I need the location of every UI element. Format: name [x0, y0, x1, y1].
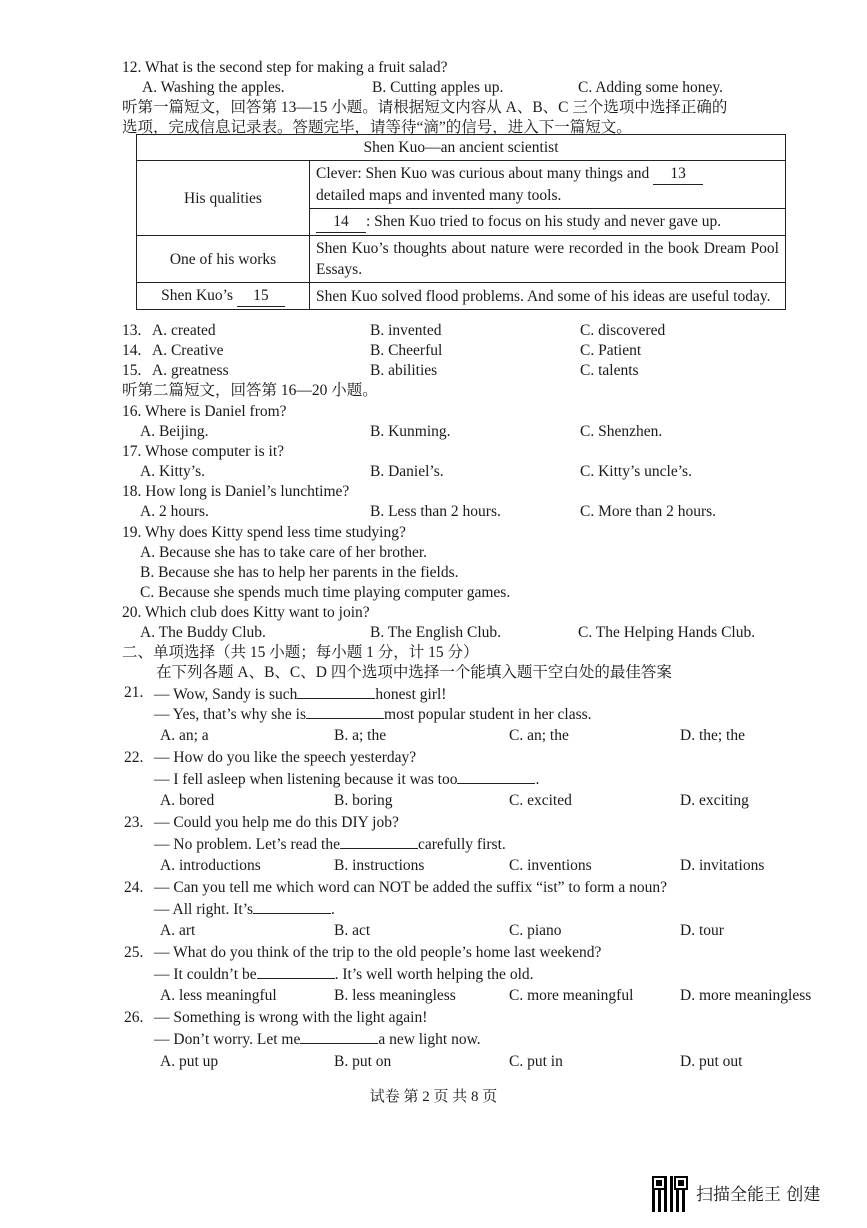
q14-option-c: C. Patient — [580, 342, 642, 359]
q16-option-c: C. Shenzhen. — [580, 423, 663, 440]
q20-option-a: A. The Buddy Club. — [140, 624, 266, 641]
q18-option-b: B. Less than 2 hours. — [370, 503, 501, 520]
q22-option-d: D. exciting — [680, 792, 749, 809]
q22-option-b: B. boring — [334, 792, 393, 809]
q25-option-c: C. more meaningful — [509, 987, 634, 1004]
q16-option-b: B. Kunming. — [370, 423, 451, 440]
q13-option-a: A. created — [152, 322, 216, 339]
table-cell-blank14 — [310, 209, 786, 236]
section1-instruction-line2: 选项，完成信息记录表。答题完毕，请等待“滴”的信号，进入下一篇短文。 — [122, 119, 632, 136]
q26-option-c: C. put in — [509, 1053, 563, 1070]
q26-option-d: D. put out — [680, 1053, 743, 1070]
blank — [306, 703, 384, 719]
blank-15: 15 — [237, 285, 285, 307]
blank — [257, 963, 335, 979]
q25-line2 — [154, 963, 534, 985]
question-18-stem: 18. How long is Daniel’s lunchtime? — [122, 483, 350, 500]
q12-option-c: C. Adding some honey. — [578, 79, 723, 96]
q25-line2-b: . It’s well worth helping the old. — [334, 966, 534, 983]
table-label-qualities: His qualities — [137, 161, 310, 236]
q25-option-d: D. more meaningless — [680, 987, 812, 1004]
q13-option-c: C. discovered — [580, 322, 666, 339]
page-footer: 试卷 第 2 页 共 8 页 — [369, 1089, 498, 1105]
q25-line2-a: — It couldn’t be — [154, 966, 257, 983]
q14-number: 14. — [122, 342, 142, 359]
table-cell-works: Shen Kuo’s thoughts about nature were recorded in the book Dream Pool Essays. — [310, 236, 786, 283]
q25-option-a: A. less meaningful — [160, 987, 277, 1004]
q23-option-a: A. introductions — [160, 857, 261, 874]
q21-number: 21. — [124, 684, 144, 701]
clever-text-cont: detailed maps and invented many tools. — [316, 187, 562, 204]
blank14-text: : Shen Kuo tried to focus on his study and never gave up. — [366, 213, 722, 230]
q24-line2-b: . — [331, 901, 335, 918]
table-label-blank15 — [137, 283, 310, 310]
q21-option-b: B. a; the — [334, 727, 387, 744]
q15-option-b: B. abilities — [370, 362, 438, 379]
q18-option-c: C. More than 2 hours. — [580, 503, 717, 520]
q22-line2 — [154, 768, 539, 790]
q24-option-d: D. tour — [680, 922, 724, 939]
q19-option-b: B. Because she has to help her parents in the fields. — [140, 564, 459, 581]
q15-number: 15. — [122, 362, 142, 379]
q21-line1-a: — Wow, Sandy is such — [154, 686, 298, 703]
blank — [340, 833, 418, 849]
blank-13: 13 — [653, 163, 703, 185]
q23-line1: — Could you help me do this DIY job? — [154, 814, 399, 831]
q22-line1: — How do you like the speech yesterday? — [154, 749, 417, 766]
q23-option-d: D. invitations — [680, 857, 765, 874]
table-cell-impact: Shen Kuo solved flood problems. And some of his ideas are useful today. — [310, 283, 786, 310]
blank — [300, 1028, 378, 1044]
q24-option-a: A. art — [160, 922, 196, 939]
blank — [253, 898, 331, 914]
question-19-stem: 19. Why does Kitty spend less time studying? — [122, 524, 406, 541]
q26-line2-b: a new light now. — [378, 1031, 481, 1048]
q17-option-a: A. Kitty’s. — [140, 463, 206, 480]
q25-number: 25. — [124, 944, 144, 961]
q21-option-a: A. an; a — [160, 727, 209, 744]
question-17-stem: 17. Whose computer is it? — [122, 443, 285, 460]
q20-option-c: C. The Helping Hands Club. — [578, 624, 756, 641]
scanner-watermark: 扫描全能王 创建 — [696, 1185, 821, 1205]
q21-line1 — [154, 683, 446, 705]
q26-option-b: B. put on — [334, 1053, 392, 1070]
q25-option-b: B. less meaningless — [334, 987, 456, 1004]
blank — [297, 683, 375, 699]
table-cell-clever — [310, 161, 786, 209]
q26-line2-a: — Don’t worry. Let me — [154, 1031, 301, 1048]
q23-line2-a: — No problem. Let’s read the — [154, 836, 340, 853]
q15-option-c: C. talents — [580, 362, 639, 379]
q18-option-a: A. 2 hours. — [140, 503, 209, 520]
q26-option-a: A. put up — [160, 1053, 219, 1070]
q14-option-b: B. Cheerful — [370, 342, 443, 359]
q15-option-a: A. greatness — [152, 362, 229, 379]
table-label-works: One of his works — [137, 236, 310, 283]
q13-option-b: B. invented — [370, 322, 442, 339]
question-20-stem: 20. Which club does Kitty want to join? — [122, 604, 370, 621]
q16-option-a: A. Beijing. — [140, 423, 209, 440]
q23-line2-b: carefully first. — [417, 836, 506, 853]
q23-number: 23. — [124, 814, 144, 831]
q21-line2-a: — Yes, that’s why she is — [154, 706, 307, 723]
q22-line2-a: — I fell asleep when listening because it was too — [154, 771, 458, 788]
q13-number: 13. — [122, 322, 142, 339]
q21-line2 — [154, 703, 592, 725]
blank — [457, 768, 535, 784]
section2-instruction: 听第二篇短文，回答第 16—20 小题。 — [122, 382, 378, 399]
q24-line2 — [154, 898, 335, 920]
q21-line1-b: honest girl! — [375, 686, 447, 703]
info-record-table — [136, 134, 786, 310]
clever-text: Clever: Shen Kuo was curious about many things and — [316, 165, 654, 182]
q26-line1: — Something is wrong with the light again! — [154, 1009, 428, 1026]
q24-line2-a: — All right. It’s — [154, 901, 254, 918]
blank-14: 14 — [316, 211, 366, 233]
shen-kuos-label: Shen Kuo’s — [161, 287, 237, 304]
q19-option-a: A. Because she has to take care of her brother. — [140, 544, 428, 561]
q26-line2 — [154, 1028, 481, 1050]
q21-option-d: D. the; the — [680, 727, 745, 744]
question-16-stem: 16. Where is Daniel from? — [122, 403, 287, 420]
q23-option-c: C. inventions — [509, 857, 592, 874]
question-12-stem: 12. What is the second step for making a fruit salad? — [122, 59, 448, 76]
q22-option-c: C. excited — [509, 792, 572, 809]
q24-number: 24. — [124, 879, 144, 896]
q24-option-c: C. piano — [509, 922, 562, 939]
q26-number: 26. — [124, 1009, 144, 1026]
q14-option-a: A. Creative — [152, 342, 224, 359]
q22-line2-b: . — [535, 771, 540, 788]
q24-line1: — Can you tell me which word can NOT be added the suffix “ist” to form a noun? — [154, 879, 667, 896]
q24-option-b: B. act — [334, 922, 371, 939]
table-title: Shen Kuo—an ancient scientist — [137, 135, 786, 161]
q25-line1: — What do you think of the trip to the old people’s home last weekend? — [154, 944, 602, 961]
q17-option-b: B. Daniel’s. — [370, 463, 444, 480]
q17-option-c: C. Kitty’s uncle’s. — [580, 463, 692, 480]
q20-option-b: B. The English Club. — [370, 624, 502, 641]
part2-instruction: 在下列各题 A、B、C、D 四个选项中选择一个能填入题干空白处的最佳答案 — [156, 664, 672, 681]
qr-code-icon — [652, 1176, 688, 1212]
part2-title: 二、单项选择（共 15 小题；每小题 1 分，计 15 分） — [122, 644, 479, 661]
q22-option-a: A. bored — [160, 792, 215, 809]
q19-option-c: C. Because she spends much time playing computer games. — [140, 584, 511, 601]
q23-option-b: B. instructions — [334, 857, 425, 874]
q22-number: 22. — [124, 749, 144, 766]
q12-option-a: A. Washing the apples. — [142, 79, 285, 96]
q21-option-c: C. an; the — [509, 727, 569, 744]
q21-line2-b: most popular student in her class. — [384, 706, 592, 723]
q12-option-b: B. Cutting apples up. — [372, 79, 504, 96]
q23-line2 — [154, 833, 506, 855]
section1-instruction-line1: 听第一篇短文，回答第 13—15 小题。请根据短文内容从 A、B、C 三个选项中选择正确的 — [122, 99, 728, 116]
